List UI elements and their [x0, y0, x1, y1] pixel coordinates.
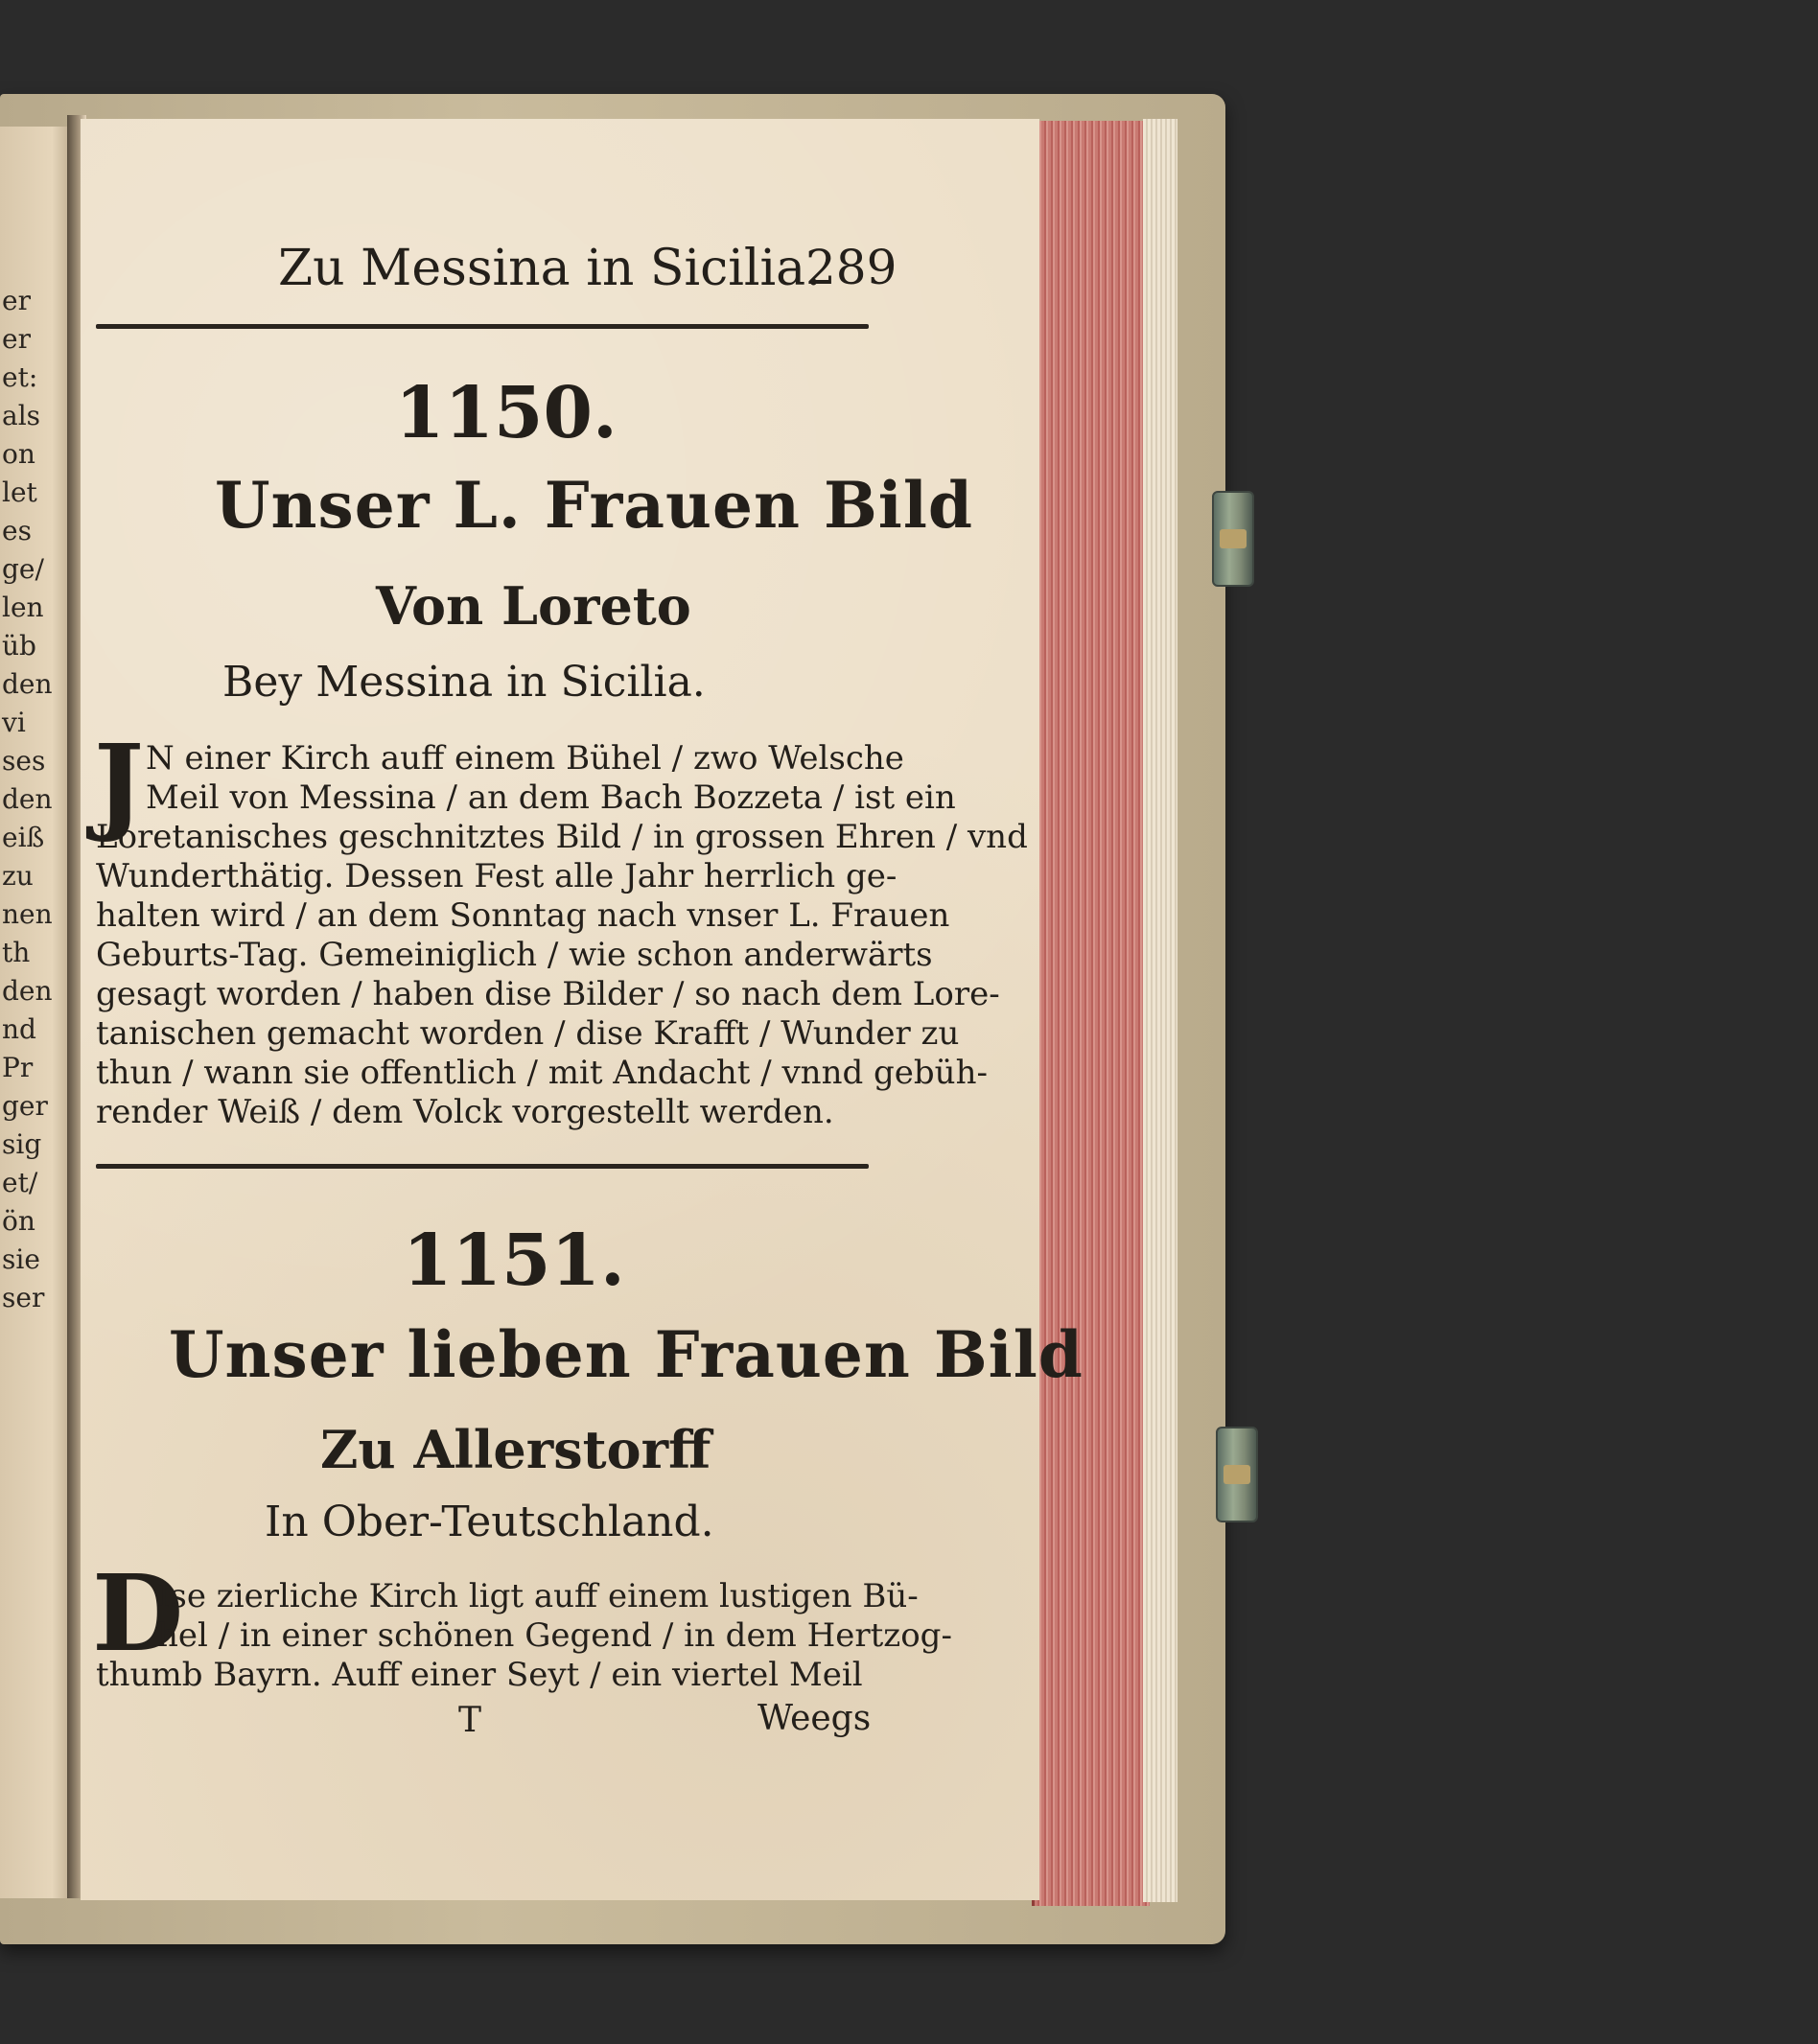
body-line: N einer Kirch auff einem Bühel / zwo Welsche [146, 739, 904, 778]
entry-1151-title: Unser lieben Frauen Bild [169, 1317, 1084, 1392]
left-page-fragment: er [2, 285, 31, 316]
body-line: thun / wann sie offentlich / mit Andacht / vnnd gebüh- [96, 1054, 988, 1092]
entry-1150-number: 1150. [395, 372, 618, 454]
running-header-title: Zu Messina in Sicilia. [278, 240, 822, 297]
body-line: Meil von Messina / an dem Bach Bozzeta / ist ein [146, 778, 956, 817]
header-rule [96, 324, 869, 329]
entry-1150-subtitle: Von Loreto [376, 575, 691, 637]
left-page-fragment: den [2, 668, 53, 700]
body-line: tanischen gemacht worden / dise Krafft / Wunder zu [96, 1014, 960, 1053]
upper-clasp-icon [1212, 491, 1254, 587]
left-page-edge [0, 127, 75, 1898]
red-page-edges [1032, 121, 1150, 1906]
left-page-fragment: sig [2, 1128, 42, 1160]
left-page-fragment: ge/ [2, 553, 44, 585]
body-line: Wunderthätig. Dessen Fest alle Jahr herrlich ge- [96, 857, 897, 895]
left-page-fragment: nen [2, 898, 53, 930]
left-page-fragment: let [2, 476, 37, 508]
left-page-fragment: et/ [2, 1167, 38, 1198]
body-line: Geburts-Tag. Gemeiniglich / wie schon anderwärts [96, 936, 933, 974]
left-page-fragment: er [2, 323, 31, 355]
body-line: render Weiß / dem Volck vorgestellt werden. [96, 1093, 834, 1131]
left-page-fragment: ses [2, 745, 46, 777]
left-page-fragment: üb [2, 630, 36, 662]
left-page-fragment: es [2, 515, 32, 546]
lower-clasp-icon [1216, 1427, 1258, 1522]
left-page-fragment: ger [2, 1090, 48, 1122]
left-page-fragment: ön [2, 1205, 35, 1237]
left-page-fragment: sie [2, 1243, 40, 1275]
catchword: Weegs [758, 1699, 872, 1738]
left-page-fragment: den [2, 975, 53, 1007]
body-line: gesagt worden / haben dise Bilder / so nach dem Lore- [96, 975, 1000, 1013]
left-page-fragment: als [2, 400, 41, 431]
entry-1150-dropcap: J [94, 721, 145, 845]
body-line: halten wird / an dem Sonntag nach vnser L. Frauen [96, 896, 950, 935]
left-page-fragment: th [2, 937, 31, 968]
left-page-fragment: den [2, 783, 53, 815]
entry-1150-location: Bey Messina in Sicilia. [222, 658, 706, 707]
left-page-fragment: on [2, 438, 35, 470]
left-page-fragment: eiß [2, 822, 45, 853]
left-page-fragment: Pr [2, 1052, 34, 1083]
left-page-fragment: zu [2, 860, 34, 892]
entry-1151-location: In Ober-Teutschland. [265, 1498, 714, 1546]
page-block-edges [1143, 119, 1177, 1902]
body-line: Loretanisches geschnitztes Bild / in grossen Ehren / vnd [96, 818, 1028, 856]
body-line: thumb Bayrn. Auff einer Seyt / ein viertel Meil [96, 1656, 863, 1694]
left-page-fragment: vi [2, 707, 26, 738]
signature-mark: T [458, 1701, 482, 1740]
entry-1151-dropcap: D [92, 1551, 184, 1675]
left-page-fragment: et: [2, 361, 38, 393]
body-line: hel / in einer schönen Gegend / in dem Hertzog- [157, 1616, 952, 1655]
entry-1150-title: Unser L. Frauen Bild [215, 468, 974, 543]
left-page-fragment: ser [2, 1282, 45, 1313]
entry-1151-subtitle: Zu Allerstorff [320, 1419, 711, 1480]
body-line: Ise zierliche Kirch ligt auff einem lustigen Bü- [157, 1577, 919, 1615]
left-page-fragment: len [2, 592, 44, 623]
section-rule [96, 1164, 869, 1169]
left-page-fragment: nd [2, 1013, 36, 1045]
page-number: 289 [805, 240, 897, 295]
entry-1151-number: 1151. [403, 1219, 625, 1302]
